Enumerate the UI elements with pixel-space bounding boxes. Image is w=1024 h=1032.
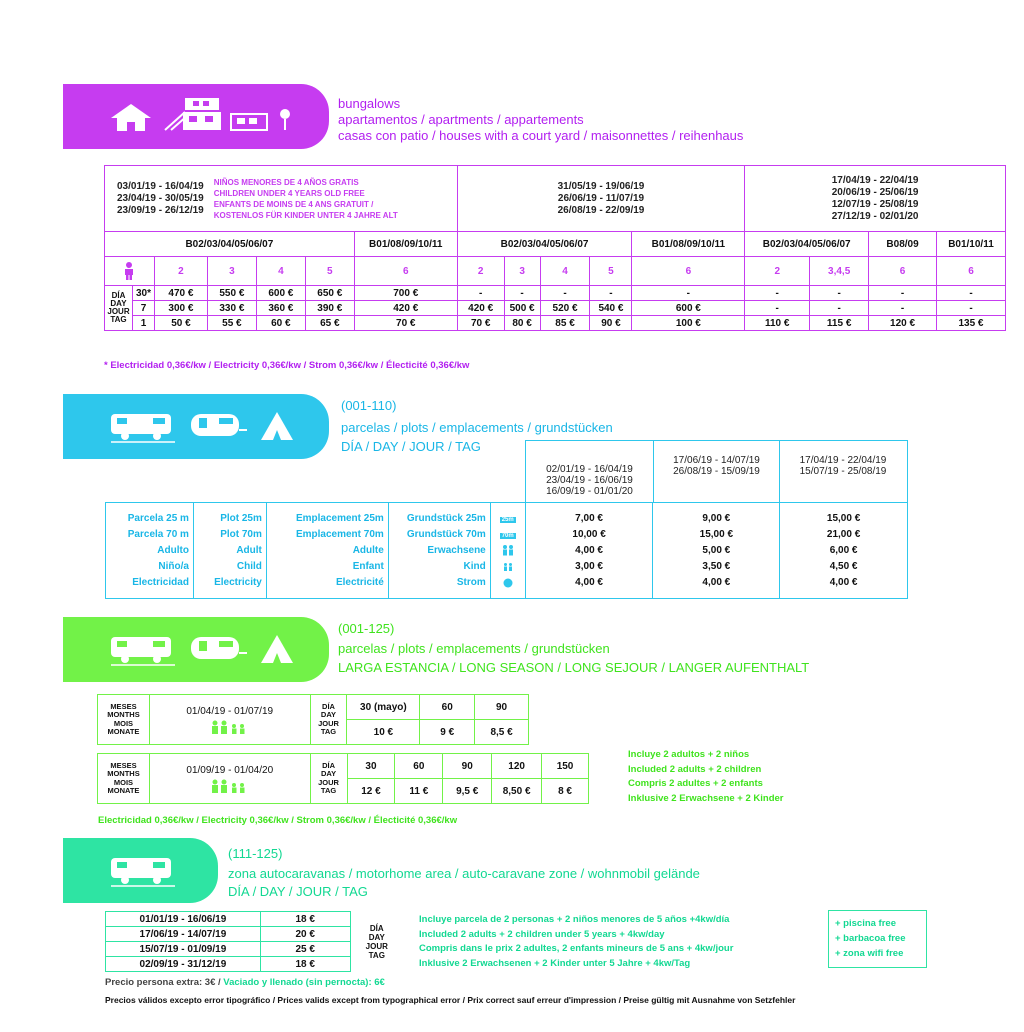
period-dates: 26/06/19 - 11/07/19 [557, 192, 645, 204]
price-cell: 300 € [154, 301, 207, 316]
long-season-banner [63, 617, 329, 682]
price-cell: 650 € [305, 286, 354, 301]
price-cell: - [936, 301, 1005, 316]
price-cell: 55 € [207, 316, 256, 331]
price-cell: - [745, 286, 810, 301]
row-label-de: Strom [388, 575, 490, 591]
bungalows-title: bungalows [338, 96, 401, 111]
child-icon [490, 559, 525, 575]
period-cell: 01/04/19 - 01/07/19 [149, 695, 310, 745]
days-count: 120 [492, 754, 542, 779]
unit-group: B02/03/04/05/06/07 [745, 232, 869, 257]
low-season-header [105, 166, 458, 232]
kids-free-note: ENFANTS DE MOINS DE 4 ANS GRATUIT / [213, 199, 374, 209]
period-dates: 15/07/19 - 01/09/19 [106, 942, 261, 957]
price-cell: 15,00 € [653, 527, 780, 543]
persons-count: 4 [256, 257, 305, 286]
price-cell: - [810, 286, 869, 301]
unit-group: B01/08/09/10/11 [354, 232, 457, 257]
day-label: DÍA DAY JOUR TAG [350, 912, 403, 972]
plots-code: (001-110) [341, 398, 397, 413]
kids-free-note: KOSTENLOS FÜR KINDER UNTER 4 JAHRE ALT [213, 210, 398, 220]
motorhome-banner [63, 838, 218, 903]
price-cell: 20 € [260, 927, 350, 942]
price-cell: 10,00 € [525, 527, 653, 543]
persons-count: 5 [590, 257, 632, 286]
motorhome-title: zona autocaravanas / motorhome area / auto-caravane zone / wohnmobil gelände [228, 866, 700, 881]
persons-count: 6 [869, 257, 937, 286]
price-cell: 115 € [810, 316, 869, 331]
period-dates: 17/06/19 - 14/07/19 [673, 455, 760, 466]
row-label-fr: Electricité [266, 575, 388, 591]
period-dates: 20/06/19 - 25/06/19 [831, 186, 919, 198]
price-cell: - [810, 301, 869, 316]
day-label: DÍA DAY JOUR TAG [310, 695, 347, 745]
day-label: DÍA DAY JOUR TAG [310, 754, 347, 804]
kids-free-note: CHILDREN UNDER 4 YEARS OLD FREE [213, 188, 365, 198]
persons-count: 6 [354, 257, 457, 286]
period-dates: 02/01/19 - 16/04/19 [546, 463, 633, 475]
price-cell: 70 € [354, 316, 457, 331]
row-label-en: Plot 25m [193, 511, 266, 527]
motorhome-price-table [105, 911, 403, 972]
price-cell: 3,00 € [525, 559, 653, 575]
plots-period-header [525, 440, 908, 502]
days-count: 90 [443, 754, 492, 779]
price-cell: 9 € [420, 720, 475, 745]
row-label-es: Parcela 25 m [106, 511, 194, 527]
row-label-de: Grundstück 70m [388, 527, 490, 543]
row-label-de: Kind [388, 559, 490, 575]
price-cell: 4,50 € [780, 559, 908, 575]
price-cell: - [745, 301, 810, 316]
price-cell: 50 € [154, 316, 207, 331]
months-label: MESES MONTHS MOIS MONATE [98, 695, 150, 745]
long-season-electricity-note: Electricidad 0,36€/kw / Electricity 0,36€/kw / Strom 0,36€/kw / Électicité 0,36€/kw [98, 815, 458, 826]
period-dates: 17/06/19 - 14/07/19 [106, 927, 261, 942]
price-cell: 420 € [457, 301, 504, 316]
extra-item: + barbacoa free [835, 933, 906, 944]
price-cell: - [504, 286, 540, 301]
motorhome-caravan-tent-icon [109, 631, 309, 669]
price-cell: 8,50 € [492, 779, 542, 804]
price-cell: 500 € [504, 301, 540, 316]
period-dates: 31/05/19 - 19/06/19 [557, 180, 645, 192]
price-cell: 700 € [354, 286, 457, 301]
row-label-es: Niño/a [106, 559, 194, 575]
period-dates: 23/04/19 - 16/06/19 [546, 474, 633, 486]
long-season-table-2 [97, 753, 589, 804]
extra-item: + zona wifi free [835, 948, 904, 959]
day-label: DÍA DAY JOUR TAG [105, 286, 133, 331]
extra-person-price: Precio persona extra: 3€ / Vaciado y llenado (sin pernocta): 6€ [105, 977, 385, 988]
unit-group: B02/03/04/05/06/07 [105, 232, 355, 257]
nights-count: 30* [132, 286, 154, 301]
row-label-es: Electricidad [106, 575, 194, 591]
free-extras-box [828, 910, 927, 968]
long-season-subtitle: LARGA ESTANCIA / LONG SEASON / LONG SEJOUR / LANGER AUFENTHALT [338, 660, 810, 675]
price-cell: 65 € [305, 316, 354, 331]
long-season-table-1 [97, 694, 529, 745]
persons-count: 3 [504, 257, 540, 286]
price-cell: - [632, 286, 745, 301]
unit-group: B02/03/04/05/06/07 [457, 232, 632, 257]
row-label-es: Adulto [106, 543, 194, 559]
period-dates: 01/01/19 - 16/06/19 [106, 912, 261, 927]
price-cell: 15,00 € [780, 511, 908, 527]
period-dates: 17/04/19 - 22/04/19 [799, 455, 887, 466]
price-cell: 470 € [154, 286, 207, 301]
days-count: 30 [347, 754, 395, 779]
days-count: 30 (mayo) [347, 695, 420, 720]
row-label-fr: Enfant [266, 559, 388, 575]
days-count: 90 [475, 695, 529, 720]
plots-banner [63, 394, 329, 459]
motorhome-subtitle: DÍA / DAY / JOUR / TAG [228, 884, 368, 899]
price-cell: 4,00 € [525, 575, 653, 591]
price-cell: 360 € [256, 301, 305, 316]
extra-item: + piscina free [835, 918, 896, 929]
period-dates: 03/01/19 - 16/04/19 [117, 180, 204, 192]
price-cell: 7,00 € [525, 511, 653, 527]
price-cell: 85 € [540, 316, 590, 331]
motorhome-code: (111-125) [228, 846, 283, 861]
price-cell: 8,5 € [475, 720, 529, 745]
period-dates: 15/07/19 - 25/08/19 [799, 466, 887, 477]
price-cell: 4,00 € [780, 575, 908, 591]
persons-count: 6 [936, 257, 1005, 286]
price-cell: 135 € [936, 316, 1005, 331]
row-label-en: Plot 70m [193, 527, 266, 543]
motorhome-includes: Incluye parcela de 2 personas + 2 niños menores de 5 años +4kw/día Included 2 adults + 2 children under 5 years + 4kw/day Compris dans le prix 2 adultes, 2 enfants mineurs de 5 ans + 4kw/jour Inklusive 2 Erwachsenen + 2 Kinder unter 5 Jahre + 4kw/Tag [419, 914, 734, 969]
unit-group: B08/09 [869, 232, 937, 257]
bungalows-banner [63, 84, 329, 149]
bungalow-price-table [104, 165, 1006, 331]
row-label-de: Grundstück 25m [388, 511, 490, 527]
bungalow-house-icon [107, 96, 297, 136]
price-cell: 110 € [745, 316, 810, 331]
family-icon [210, 779, 250, 793]
price-disclaimer: Precios válidos excepto error tipográfico / Prices valids except from typographical error / Prix correct sauf erreur d'impression / Preise gültig mit Ausnahme von Setzfehler [105, 995, 796, 1005]
row-label-en: Electricity [193, 575, 266, 591]
price-cell: 90 € [590, 316, 632, 331]
row-label-fr: Emplacement 70m [266, 527, 388, 543]
price-cell: 390 € [305, 301, 354, 316]
months-label: MESES MONTHS MOIS MONATE [98, 754, 150, 804]
nights-count: 7 [132, 301, 154, 316]
period-dates: 26/08/19 - 15/09/19 [673, 466, 760, 477]
persons-count: 4 [540, 257, 590, 286]
unit-group: B01/08/09/10/11 [632, 232, 745, 257]
price-cell: 70 € [457, 316, 504, 331]
price-cell: 10 € [347, 720, 420, 745]
price-cell: 8 € [542, 779, 589, 804]
price-cell: - [457, 286, 504, 301]
family-icon [210, 720, 250, 734]
price-cell: 120 € [869, 316, 937, 331]
long-season-title: parcelas / plots / emplacements / grundstücken [338, 641, 610, 656]
price-cell: 80 € [504, 316, 540, 331]
motorhome-caravan-tent-icon [109, 408, 309, 446]
price-cell: 540 € [590, 301, 632, 316]
persons-count: 2 [745, 257, 810, 286]
plots-price-table [105, 502, 908, 599]
person-icon [105, 257, 155, 286]
plots-title: parcelas / plots / emplacements / grundstücken [341, 420, 613, 435]
price-cell: 3,50 € [653, 559, 780, 575]
price-cell: - [869, 286, 937, 301]
price-cell: 9,00 € [653, 511, 780, 527]
period-dates: 17/04/19 - 22/04/19 [831, 174, 919, 186]
price-cell: 5,00 € [653, 543, 780, 559]
days-count: 60 [395, 754, 443, 779]
period-dates: 23/04/19 - 30/05/19 [117, 192, 204, 204]
price-cell: 550 € [207, 286, 256, 301]
price-cell: 4,00 € [653, 575, 780, 591]
kids-free-note: NIÑOS MENORES DE 4 AÑOS GRATIS [213, 177, 359, 187]
price-cell: 330 € [207, 301, 256, 316]
period-dates: 26/08/19 - 22/09/19 [557, 204, 645, 216]
persons-count: 3,4,5 [810, 257, 869, 286]
price-cell: 600 € [632, 301, 745, 316]
plot-size-icon: 70m [490, 527, 525, 543]
long-season-includes: Incluye 2 adultos + 2 niños Included 2 adults + 2 children Compris 2 adultes + 2 enfants Inklusive 2 Erwachsene + 2 Kinder [628, 749, 784, 804]
mid-season-header [457, 166, 745, 232]
row-label-fr: Emplacement 25m [266, 511, 388, 527]
high-season-header [745, 166, 1006, 232]
price-cell: 9,5 € [443, 779, 492, 804]
price-cell: 6,00 € [780, 543, 908, 559]
motorhome-icon [109, 852, 179, 890]
price-cell: - [936, 286, 1005, 301]
electricity-icon [490, 575, 525, 591]
price-cell: 60 € [256, 316, 305, 331]
period-dates: 02/09/19 - 31/12/19 [106, 957, 261, 972]
row-label-es: Parcela 70 m [106, 527, 194, 543]
plot-size-icon: 25m [490, 511, 525, 527]
persons-count: 3 [207, 257, 256, 286]
price-cell: 4,00 € [525, 543, 653, 559]
row-label-fr: Adulte [266, 543, 388, 559]
period-dates: 16/09/19 - 01/01/20 [546, 485, 633, 497]
row-label-en: Adult [193, 543, 266, 559]
unit-group: B01/10/11 [936, 232, 1005, 257]
price-cell: 18 € [260, 957, 350, 972]
row-label-de: Erwachsene [388, 543, 490, 559]
price-cell: 600 € [256, 286, 305, 301]
price-cell: 420 € [354, 301, 457, 316]
price-cell: 25 € [260, 942, 350, 957]
nights-count: 1 [132, 316, 154, 331]
price-cell: 520 € [540, 301, 590, 316]
price-cell: 12 € [347, 779, 395, 804]
houses-title: casas con patio / houses with a court yard / maisonnettes / reihenhaus [338, 128, 744, 143]
adult-icon [490, 543, 525, 559]
period-dates: 12/07/19 - 25/08/19 [831, 198, 919, 210]
period-dates: 27/12/19 - 02/01/20 [831, 210, 919, 222]
price-cell: 18 € [260, 912, 350, 927]
electricity-footnote: * Electricidad 0,36€/kw / Electricity 0,36€/kw / Strom 0,36€/kw / Électicité 0,36€/kw [104, 360, 470, 371]
persons-count: 6 [632, 257, 745, 286]
days-count: 60 [420, 695, 475, 720]
price-cell: - [869, 301, 937, 316]
period-dates: 23/09/19 - 26/12/19 [117, 204, 204, 216]
price-cell: - [590, 286, 632, 301]
period-cell: 01/09/19 - 01/04/20 [149, 754, 310, 804]
persons-count: 2 [457, 257, 504, 286]
price-cell: 21,00 € [780, 527, 908, 543]
price-cell: 11 € [395, 779, 443, 804]
long-season-code: (001-125) [338, 621, 395, 636]
row-label-en: Child [193, 559, 266, 575]
price-cell: - [540, 286, 590, 301]
persons-count: 2 [154, 257, 207, 286]
apartments-title: apartamentos / apartments / appartements [338, 112, 584, 127]
price-cell: 100 € [632, 316, 745, 331]
persons-count: 5 [305, 257, 354, 286]
plots-subtitle: DÍA / DAY / JOUR / TAG [341, 439, 481, 454]
days-count: 150 [542, 754, 589, 779]
